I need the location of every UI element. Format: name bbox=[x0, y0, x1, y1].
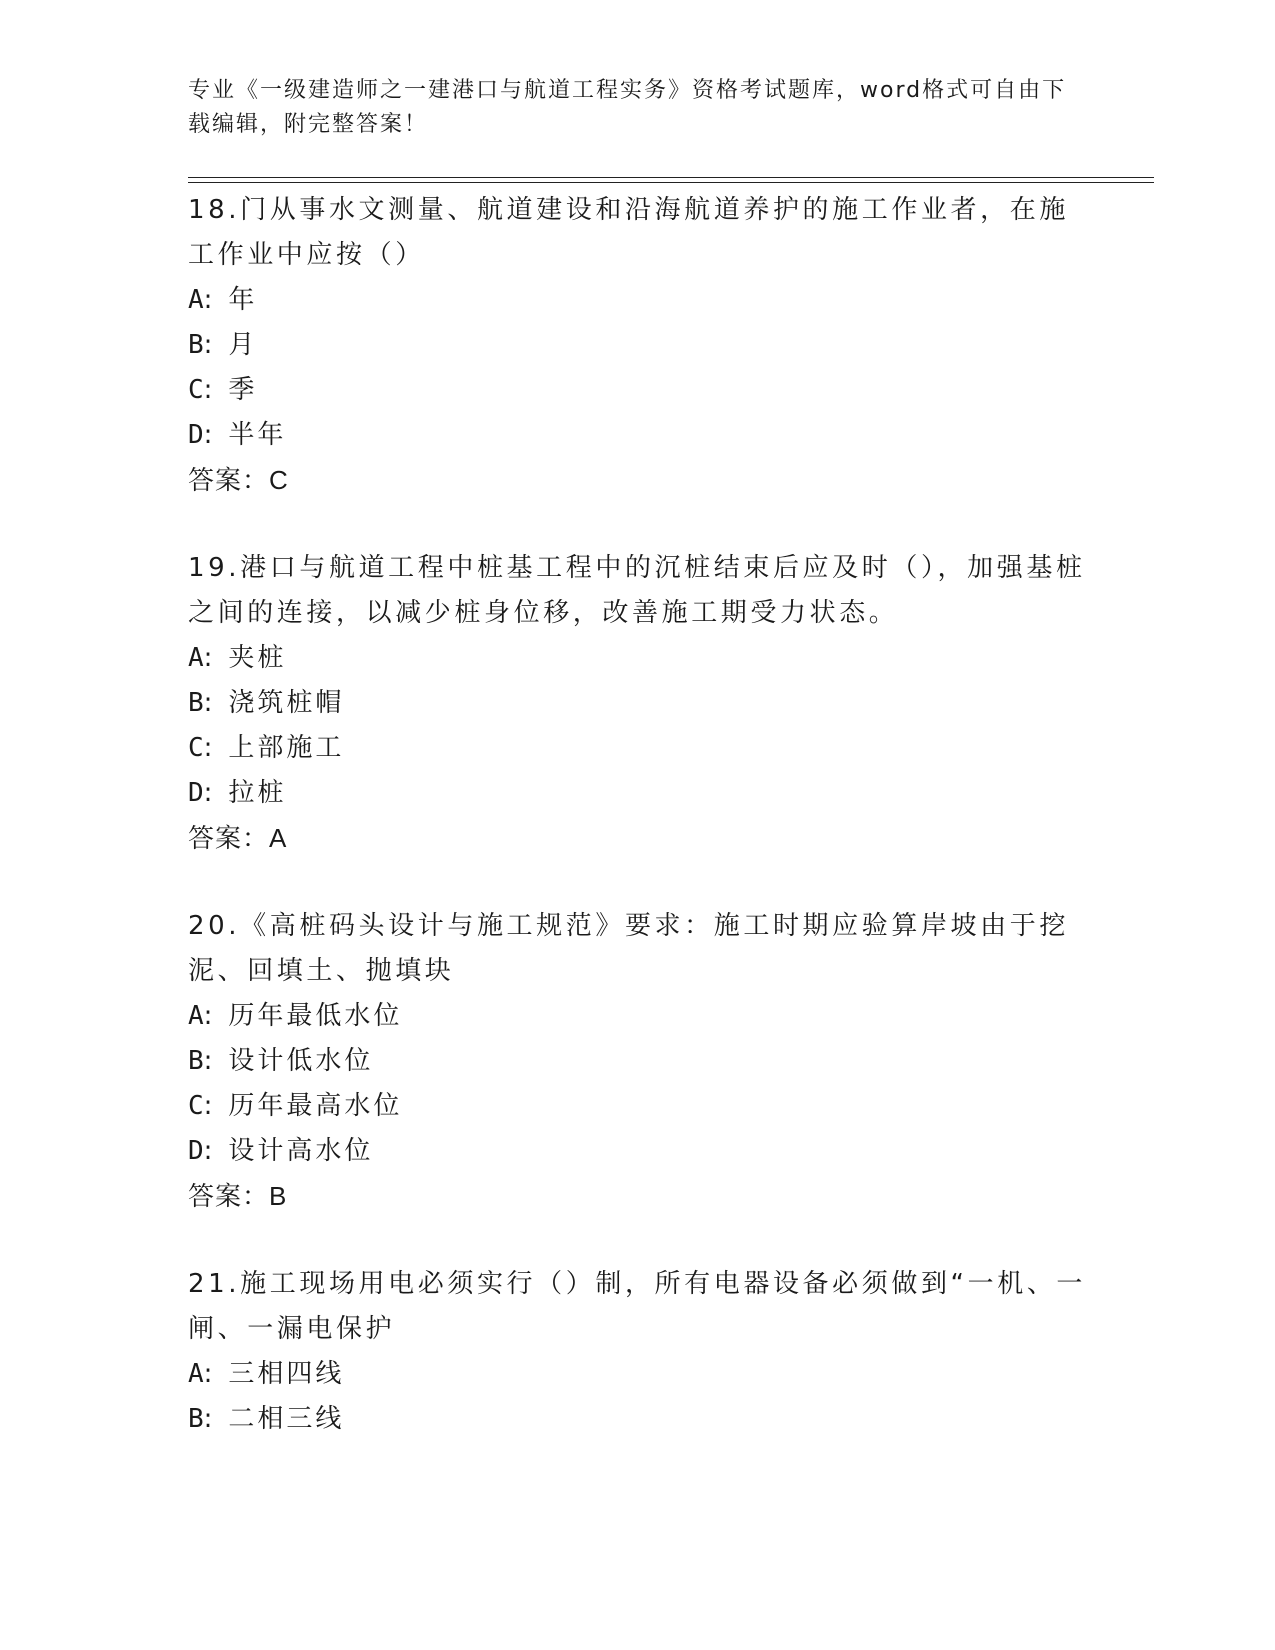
answer-value: C bbox=[269, 465, 289, 495]
option-a: A: 历年最低水位 bbox=[188, 1001, 403, 1031]
option-text: 拉桩 bbox=[228, 778, 287, 808]
option-key: A bbox=[188, 643, 204, 673]
option-text: 浇筑桩帽 bbox=[228, 688, 345, 718]
option-key: B bbox=[188, 330, 204, 360]
option-text: 夹桩 bbox=[228, 643, 287, 673]
option-key: A bbox=[188, 1359, 204, 1389]
question-stem: 19.港口与航道工程中桩基工程中的沉桩结束后应及时（），加强基桩之间的连接，以减少桩身位移，改善施工期受力状态。 bbox=[188, 553, 1086, 628]
option-key: C bbox=[188, 1091, 204, 1121]
option-key: B bbox=[188, 1046, 204, 1076]
option-key: C bbox=[188, 733, 204, 763]
option-text: 设计高水位 bbox=[228, 1136, 374, 1166]
option-a: A: 夹桩 bbox=[188, 643, 287, 673]
answer-line bbox=[188, 816, 1088, 862]
option-c: C: 季 bbox=[188, 375, 258, 405]
answer-line bbox=[188, 458, 1088, 504]
option-key: B bbox=[188, 688, 204, 718]
option-text: 设计低水位 bbox=[228, 1046, 374, 1076]
option-key: D bbox=[188, 1136, 204, 1166]
option-text: 季 bbox=[228, 375, 258, 405]
option-text: 历年最低水位 bbox=[228, 1001, 403, 1031]
option-d: D: 设计高水位 bbox=[188, 1136, 374, 1166]
option-key: D bbox=[188, 420, 204, 450]
option-b: B: 设计低水位 bbox=[188, 1046, 374, 1076]
option-c: C: 历年最高水位 bbox=[188, 1091, 403, 1121]
option-b: B: 二相三线 bbox=[188, 1404, 345, 1434]
question-21 bbox=[188, 1262, 1088, 1442]
question-19 bbox=[188, 546, 1088, 862]
option-b: B: 浇筑桩帽 bbox=[188, 688, 345, 718]
header-divider-line bbox=[188, 177, 1154, 178]
option-a: A: 三相四线 bbox=[188, 1359, 345, 1389]
option-key: A bbox=[188, 285, 204, 315]
option-c: C: 上部施工 bbox=[188, 733, 345, 763]
option-key: C bbox=[188, 375, 204, 405]
option-text: 三相四线 bbox=[228, 1359, 345, 1389]
option-text: 二相三线 bbox=[228, 1404, 345, 1434]
question-list bbox=[188, 188, 1088, 1484]
header-divider-line-2 bbox=[188, 182, 1154, 183]
option-key: D bbox=[188, 778, 204, 808]
question-20 bbox=[188, 904, 1088, 1220]
option-key: B bbox=[188, 1404, 204, 1434]
answer-label: 答案： bbox=[188, 824, 270, 854]
answer-line bbox=[188, 1174, 1088, 1220]
question-18 bbox=[188, 188, 1088, 504]
question-stem: 18.门从事水文测量、航道建设和沿海航道养护的施工作业者，在施工作业中应按（） bbox=[188, 195, 1069, 270]
option-d: D: 拉桩 bbox=[188, 778, 287, 808]
answer-value: B bbox=[269, 1181, 288, 1211]
option-key: A bbox=[188, 1001, 204, 1031]
answer-value: A bbox=[269, 823, 288, 853]
option-text: 上部施工 bbox=[228, 733, 345, 763]
option-a: A: 年 bbox=[188, 285, 258, 315]
answer-label: 答案： bbox=[188, 466, 270, 496]
document-intro: 专业《一级建造师之一建港口与航道工程实务》资格考试题库，word格式可自由下载编辑，附完整答案！ bbox=[188, 78, 1067, 137]
option-b: B: 月 bbox=[188, 330, 258, 360]
option-d: D: 半年 bbox=[188, 420, 287, 450]
question-stem: 21.施工现场用电必须实行（）制，所有电器设备必须做到“一机、一闸、一漏电保护 bbox=[188, 1269, 1087, 1344]
option-text: 历年最高水位 bbox=[228, 1091, 403, 1121]
question-stem: 20.《高桩码头设计与施工规范》要求：施工时期应验算岸坡由于挖泥、回填土、抛填块 bbox=[188, 911, 1069, 986]
option-text: 半年 bbox=[228, 420, 287, 450]
option-text: 月 bbox=[228, 330, 258, 360]
answer-label: 答案： bbox=[188, 1182, 270, 1212]
option-text: 年 bbox=[228, 285, 258, 315]
